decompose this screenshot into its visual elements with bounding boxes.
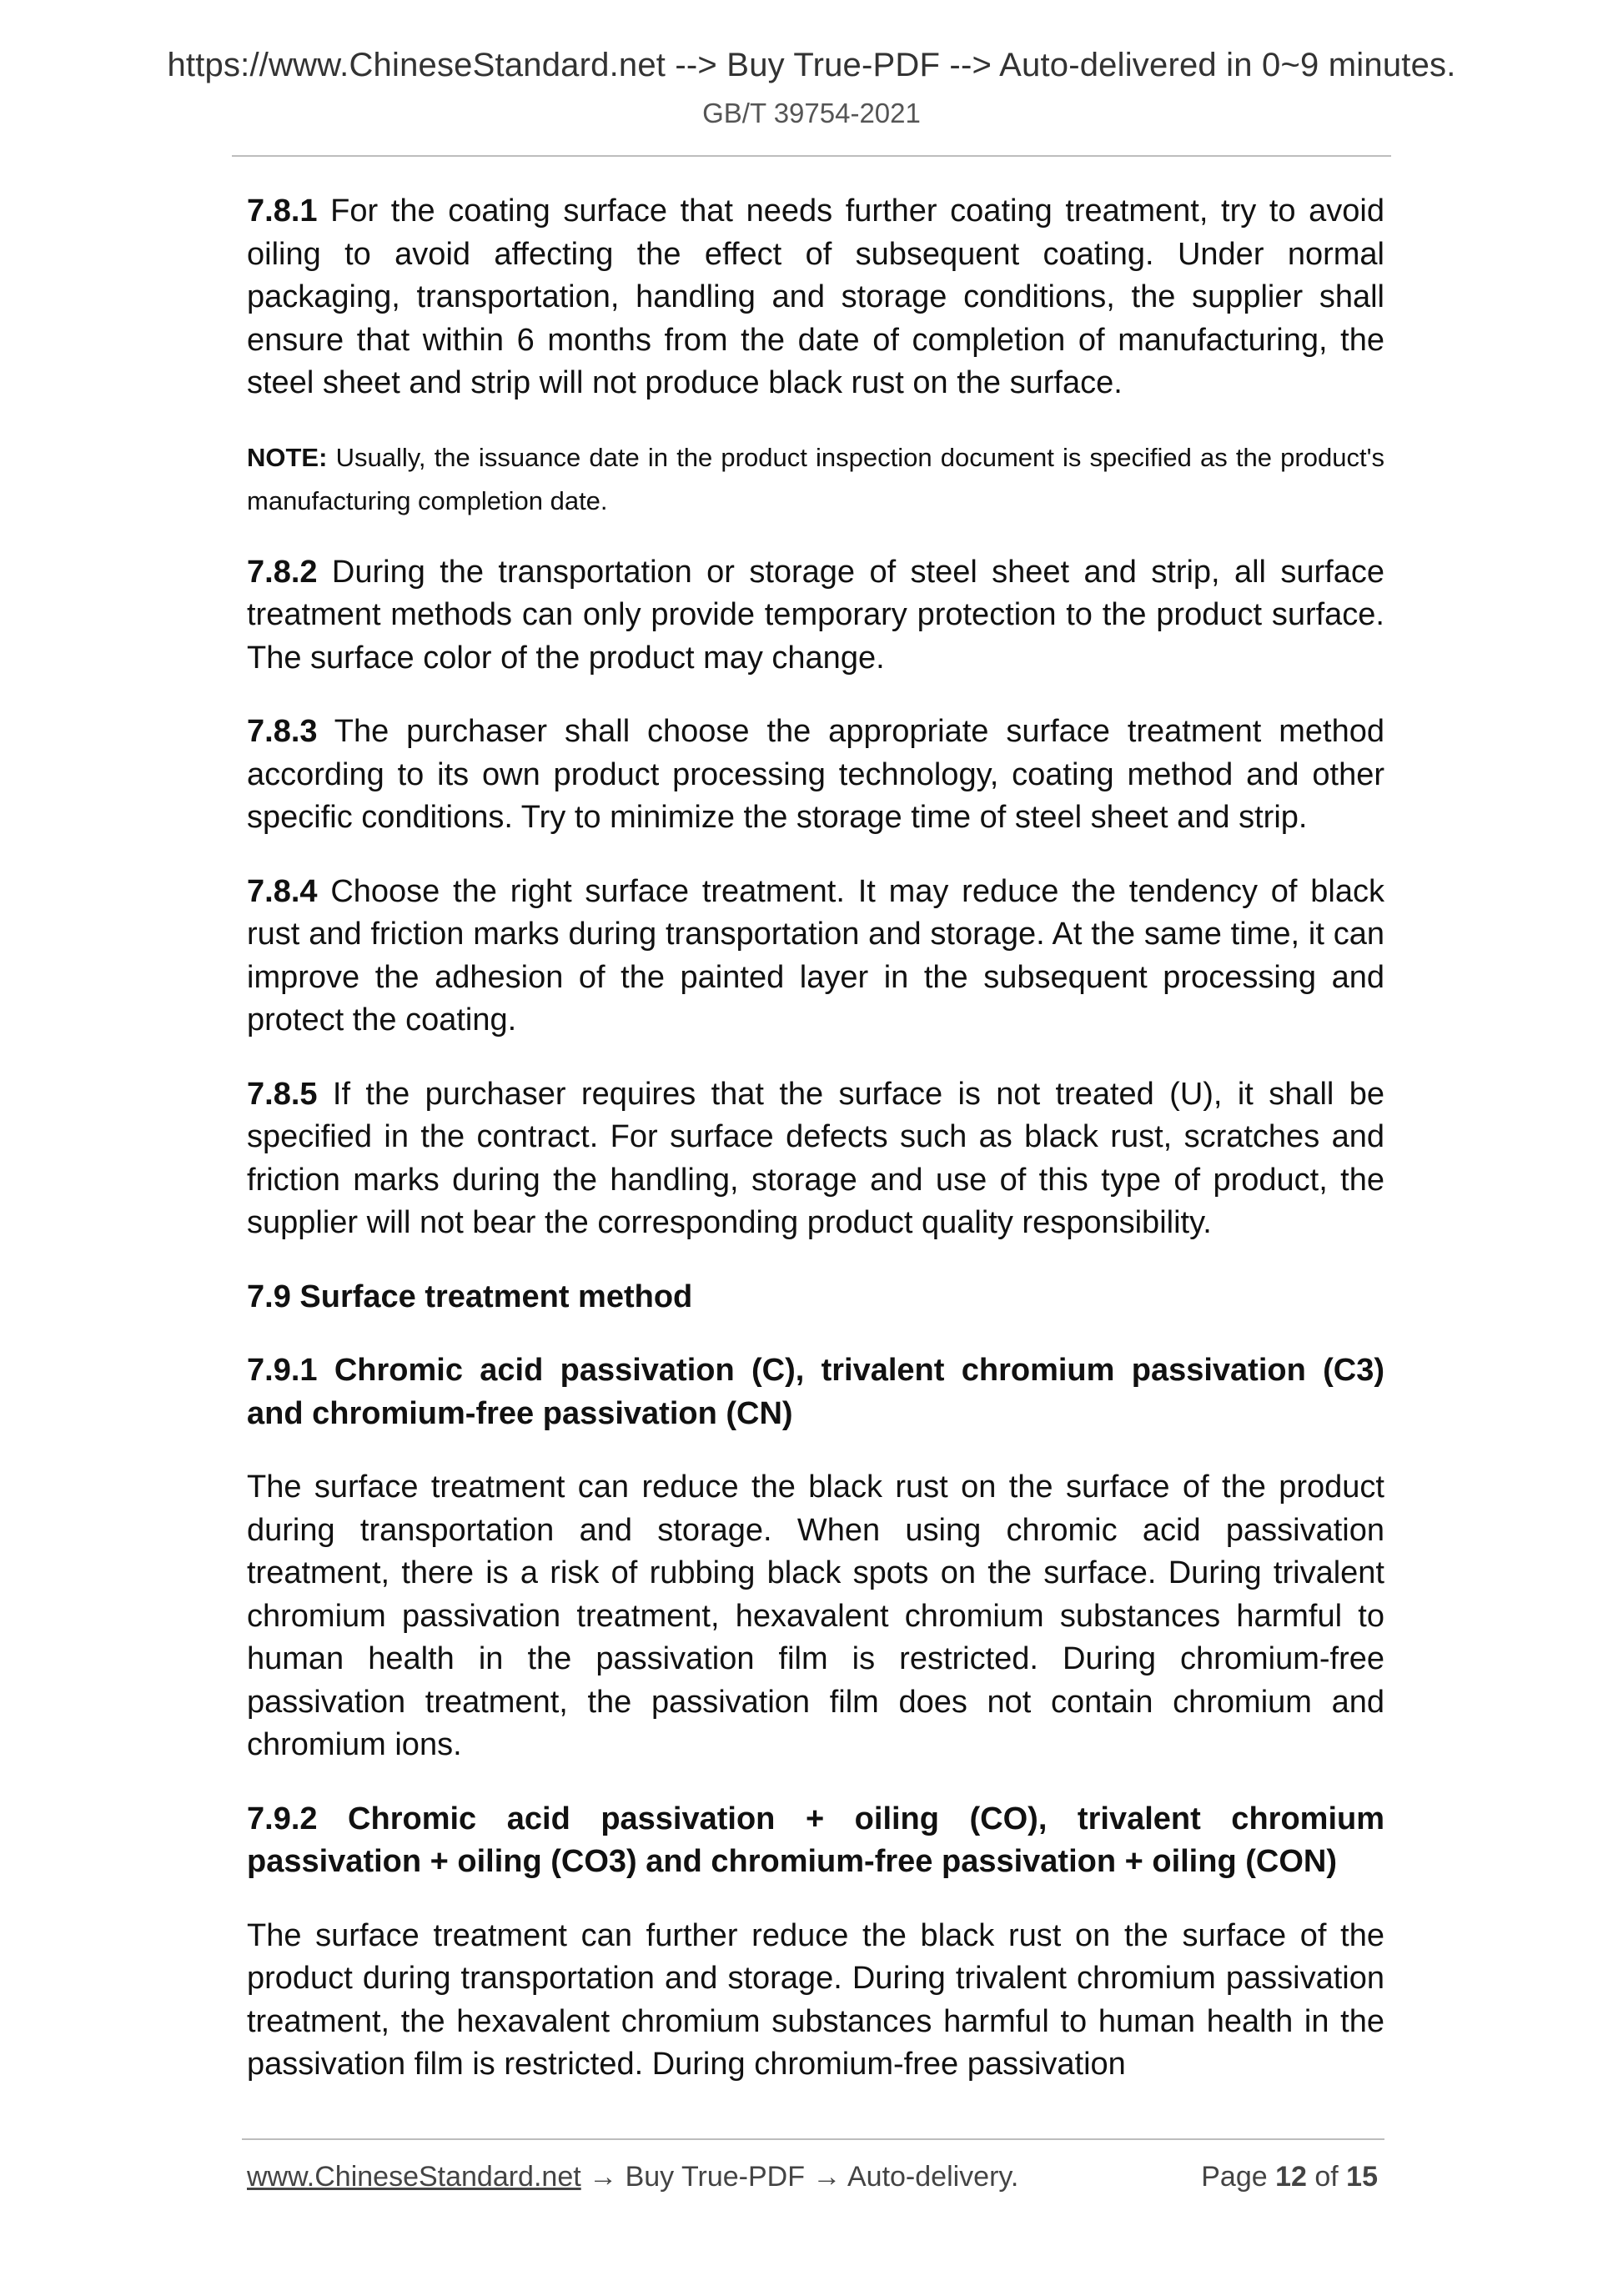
header-divider	[232, 155, 1391, 157]
heading-7-9-1: 7.9.1 Chromic acid passivation (C), trivalent chromium passivation (C3) and chromium-free passivation (CN)	[247, 1353, 1384, 1431]
clause-text: Choose the right surface treatment. It may reduce the tendency of black rust and friction marks during transportation and storage. At the same time, it can improve the adhesion of the painted layer in the subsequent processing and protect the coating.	[247, 873, 1384, 1037]
document-body	[247, 190, 1384, 2118]
page-indicator	[1201, 2158, 1378, 2195]
clause-number: 7.8.5	[247, 1076, 318, 1112]
footer-left	[247, 2158, 1018, 2195]
footer-site-link[interactable]: www.ChineseStandard.net	[247, 2161, 581, 2193]
clause-number: 7.8.4	[247, 873, 318, 909]
clause-text: The purchaser shall choose the appropriate surface treatment method according to its own product processing technology, coating method and other specific conditions. Try to minimize the storage time of steel sheet and strip.	[247, 714, 1384, 835]
clause-text: For the coating surface that needs further coating treatment, try to avoid oiling to avoid affecting the effect of subsequent coating. Under normal packaging, transportation, handling and storage conditions, the supplier shall ensure that within 6 months from the date of completion of manufacturing, the steel sheet and strip will not produce black rust on the surface.	[247, 193, 1384, 400]
page-header	[0, 43, 1623, 132]
clause-text: If the purchaser requires that the surface is not treated (U), it shall be specified in the contract. For surface defects such as black rust, scratches and friction marks during the handling, storage and use of this type of product, the supplier will not bear the corresponding product quality responsibility.	[247, 1076, 1384, 1240]
note-label: NOTE:	[247, 442, 328, 472]
heading-7-9-2: 7.9.2 Chromic acid passivation + oiling (CO), trivalent chromium passivation + oiling (CO3) and chromium-free passivation + oiling (CON)	[247, 1801, 1384, 1879]
clause-7-8-2	[247, 551, 1384, 681]
total-page-number: 15	[1346, 2161, 1378, 2193]
page-word: Page	[1201, 2161, 1276, 2193]
clause-7-8-4	[247, 871, 1384, 1042]
standard-number: GB/T 39754-2021	[702, 98, 921, 128]
header-url-line: https://www.ChineseStandard.net --> Buy True-PDF --> Auto-delivered in 0~9 minutes.	[167, 47, 1456, 83]
paragraph-7-9-1: The surface treatment can reduce the black rust on the surface of the product during transportation and storage. When using chromic acid passivation treatment, there is a risk of rubbing black spots on the surface. During trivalent chromium passivation treatment, hexavalent chromium substances harmful to human health in the passivation film is restricted. During chromium-free passivation treatment, the passivation film does not contain chromium and chromium ions.	[247, 1470, 1384, 1762]
page-of-word: of	[1306, 2161, 1347, 2193]
heading-7-9: 7.9 Surface treatment method	[247, 1279, 693, 1314]
clause-number: 7.8.2	[247, 554, 318, 590]
clause-text: During the transportation or storage of steel sheet and strip, all surface treatment methods can only provide temporary protection to the product surface. The surface color of the product may change.	[247, 554, 1384, 676]
paragraph-7-9-2: The surface treatment can further reduce the black rust on the surface of the product during transportation and storage. During trivalent chromium passivation treatment, the hexavalent chromium substances harmful to human health in the passivation film is restricted. During chromium-free passivation	[247, 1917, 1384, 2082]
clause-7-8-5	[247, 1073, 1384, 1245]
clause-7-8-1	[247, 190, 1384, 405]
note-text: Usually, the issuance date in the product inspection document is specified as the product's manufacturing completion date.	[247, 442, 1384, 515]
clause-number: 7.8.1	[247, 193, 318, 229]
note	[247, 436, 1384, 523]
footer-tagline: → Buy True-PDF → Auto-delivery.	[580, 2161, 1019, 2193]
clause-7-8-3	[247, 711, 1384, 840]
clause-number: 7.8.3	[247, 714, 318, 749]
current-page-number: 12	[1275, 2161, 1307, 2193]
footer-divider	[242, 2138, 1384, 2140]
